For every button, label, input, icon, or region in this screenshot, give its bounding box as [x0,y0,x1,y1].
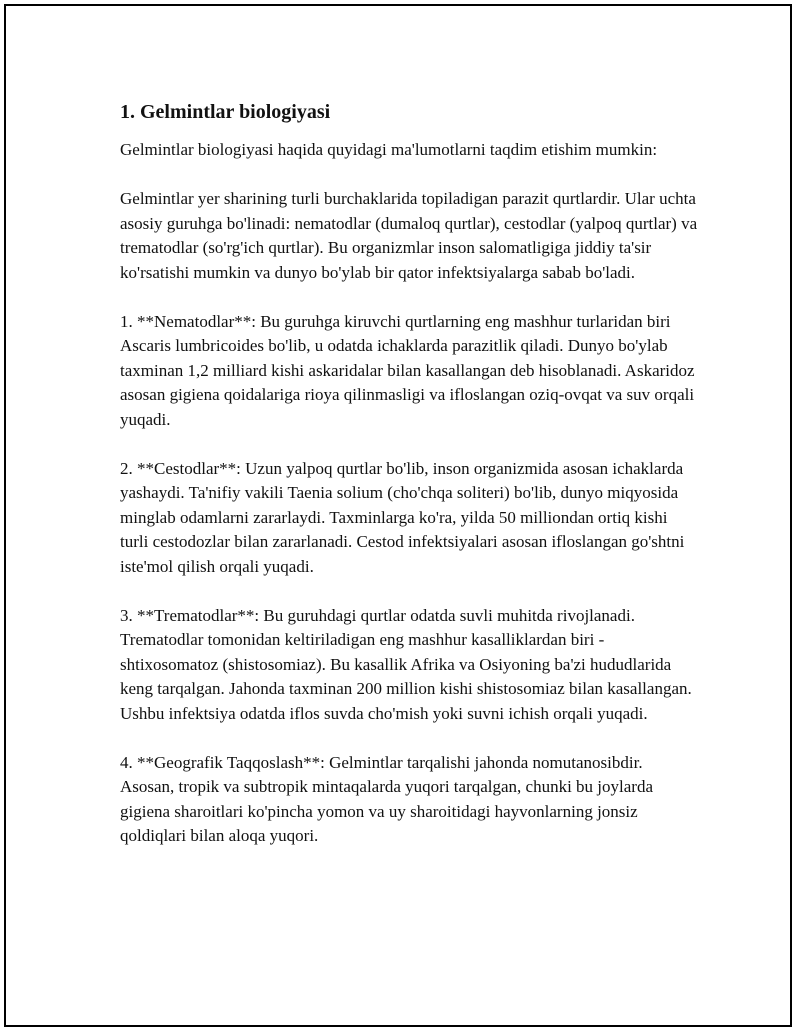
section-title: 1. Gelmintlar biologiyasi [120,101,331,123]
paragraph-overview: Gelmintlar yer sharining turli burchaklarida topiladigan parazit qurtlardir. Ular uchta asosiy guruhga bo'linadi: nematodlar (dumaloq qurtlar), cestodlar (yalpoq qurtlar) va trematodlar (so'rg'ich qurtlar). Bu organizmlar inson salomatligiga jiddiy ta'sir ko'rsatishi mumkin va dunyo bo'ylab bir qator infektsiyalarga sabab bo'ladi. [120,189,698,282]
document-body [120,98,700,873]
paragraph-intro: Gelmintlar biologiyasi haqida quyidagi ma'lumotlarni taqdim etishim mumkin: [120,140,658,159]
document-page [4,4,792,1027]
paragraph-geography: 4. **Geografik Taqqoslash**: Gelmintlar tarqalishi jahonda nomutanosibdir. Asosan, tropik va subtropik mintaqalarda yuqori tarqalgan, chunki bu joylarda gigiena sharoitlari ko'pincha yomon va uy sharoitidagi hayvonlarning jonsiz qoldiqlari bilan aloqa yuqori. [120,752,654,845]
paragraph-trematodes: 3. **Trematodlar**: Bu guruhdagi qurtlar odatda suvli muhitda rivojlanadi. Trematodlar tomonidan keltiriladigan eng mashhur kasalliklardan biri - shtixosomatoz (shistosomiaz). Bu kasallik Afrika va Osiyoning ba'zi hududlarida keng tarqalgan. Jahonda taxminan 200 million kishi shistosomiaz bilan kasallangan. Ushbu infektsiya odatda iflos suvda cho'mish yoki suvni ichish orqali yuqadi. [120,605,692,723]
paragraph-cestodes: 2. **Cestodlar**: Uzun yalpoq qurtlar bo'lib, inson organizmida asosan ichaklarda yashaydi. Ta'nifiy vakili Taenia solium (cho'chqa soliteri) bo'lib, dunyo miqyosida minglab odamlarni zararlaydi. Taxminlarga ko'ra, yilda 50 milliondan ortiq kishi turli cestodozlar bilan zararlanadi. Cestod infektsiyalari asosan ifloslangan go'shtni iste'mol qilish orqali yuqadi. [120,458,685,576]
paragraph-nematodes: 1. **Nematodlar**: Bu guruhga kiruvchi qurtlarning eng mashhur turlaridan biri Ascaris lumbricoides bo'lib, u odatda ichaklarda parazitlik qiladi. Dunyo bo'ylab taxminan 1,2 milliard kishi askaridalar bilan kasallangan deb hisoblanadi. Askaridoz asosan gigiena qoidalariga rioya qilinmasligi va ifloslangan oziq-ovqat va suv orqali yuqadi. [120,311,695,429]
